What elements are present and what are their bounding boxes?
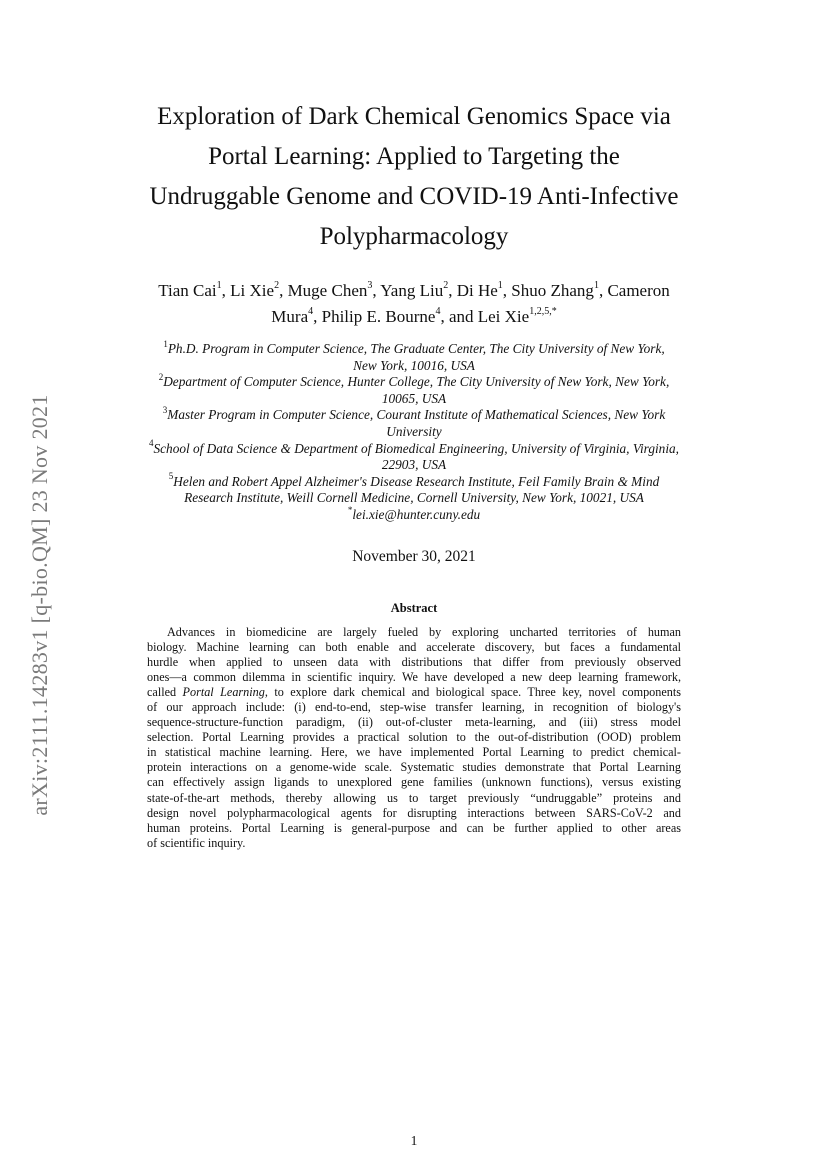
affiliation-line [100, 404, 728, 424]
abstract-line: biology. Machine learning can both enable and accelerate discovery, but faces a fundamental [147, 640, 681, 655]
abstract-line: state-of-the-art methods, thereby allowing us to target previously “undruggable” proteins and [147, 790, 681, 805]
abstract-line: of our approach include: (i) end-to-end, step-wise transfer learning, in recognition of biology's [147, 700, 681, 715]
author-affiliation-mark: 4 [435, 306, 441, 318]
affiliation-line [100, 438, 728, 458]
author-name: Shuo Zhang [511, 281, 594, 300]
abstract-emphasis: Portal Learning [182, 685, 265, 700]
affiliation-text: Helen and Robert Appel Alzheimer's Disease Research Institute, Feil Family Brain & Mind [173, 473, 660, 489]
affiliation-mark: 5 [168, 471, 174, 482]
author-name: Di He [456, 281, 498, 300]
author-separator: , [448, 281, 457, 300]
page-number: 1 [410, 1133, 418, 1148]
author-separator: , and [440, 307, 478, 326]
author-name: Philip E. Bourne [321, 307, 436, 326]
title-line: Portal Learning: Applied to Targeting the [208, 143, 620, 170]
affiliation-mark: 4 [149, 438, 154, 449]
affiliation-line [100, 471, 728, 491]
abstract-body [147, 625, 681, 851]
affiliation-line: Research Institute, Weill Cornell Medicine, Cornell University, New York, 10021, USA [184, 490, 644, 506]
affiliation-text: Department of Computer Science, Hunter College, The City University of New York, New York, [163, 374, 670, 390]
author-separator: , [372, 281, 381, 300]
author-line [90, 278, 738, 304]
abstract-line: in statistical machine learning. Here, we have implemented Portal Learning to predict chemical- [147, 745, 681, 760]
author-affiliation-mark: 1 [216, 280, 222, 292]
affiliation-line [100, 504, 728, 524]
abstract-line: of scientific inquiry. [147, 835, 246, 850]
affiliation-mark: 3 [162, 404, 168, 415]
abstract-line: Advances in biomedicine are largely fueled by exploring uncharted territories of human [167, 625, 681, 639]
author-affiliation-mark: 1 [593, 280, 599, 292]
author-affiliation-mark: 1,2,5,* [529, 306, 557, 318]
abstract-line: sequence-structure-function paradigm, (ii) out-of-cluster meta-learning, and (iii) stress model [147, 715, 681, 730]
author-separator: , [279, 281, 288, 300]
abstract-heading: Abstract [390, 601, 438, 615]
arxiv-identifier-stamp: arXiv:2111.14283v1 [q-bio.QM] 23 Nov 2021 [27, 394, 52, 816]
abstract-line: ones—a common dilemma in scientific inquiry. We have developed a new deep learning framework, [147, 670, 681, 685]
affiliation-mark: 2 [158, 371, 164, 382]
author-name: Mura [271, 307, 309, 326]
title-line: Undruggable Genome and COVID-19 Anti-Infective [149, 183, 679, 210]
affiliation-text: Ph.D. Program in Computer Science, The Graduate Center, The City University of New York, [167, 341, 665, 356]
affiliation-list [100, 338, 728, 524]
affiliation-line [100, 371, 728, 391]
affiliation-text: School of Data Science & Department of Biomedical Engineering, University of Virginia, Virginia, [153, 440, 679, 456]
author-separator: , [502, 281, 512, 300]
title-line: Polypharmacology [319, 223, 509, 250]
author-affiliation-mark: 1 [497, 280, 503, 292]
abstract-line: called Portal Learning, to explore dark chemical and biological space. Three key, novel components [147, 685, 681, 700]
author-name: Cameron [607, 281, 670, 300]
author-name: Tian Cai [158, 281, 217, 300]
author-line [90, 304, 738, 330]
publication-date: November 30, 2021 [352, 548, 476, 565]
affiliation-line: 22903, USA [381, 457, 447, 473]
affiliation-mark: 1 [163, 338, 168, 349]
affiliation-mark: * [347, 504, 353, 515]
abstract-line: can effectively assign ligands to unexplored gene families (unknown functions), versus existing [147, 775, 681, 790]
affiliation-line [100, 338, 728, 358]
abstract-line: human proteins. Portal Learning is general-purpose and can be further applied to other areas [147, 820, 681, 835]
author-affiliation-mark: 2 [443, 280, 449, 292]
author-affiliation-mark: 3 [367, 280, 373, 292]
abstract-line: hurdle when applied to unseen data with distributions that differ from previously observed [147, 655, 681, 670]
author-affiliation-mark: 4 [308, 306, 314, 318]
affiliation-text: Master Program in Computer Science, Courant Institute of Mathematical Sciences, New York [167, 407, 666, 423]
author-name: Yang Liu [380, 281, 444, 300]
author-list [90, 278, 738, 330]
affiliation-line: New York, 10016, USA [353, 357, 475, 373]
author-name: Lei Xie [477, 307, 530, 326]
author-name: Li Xie [230, 281, 275, 300]
paper-title [90, 97, 738, 257]
author-separator: , [221, 281, 231, 300]
affiliation-line: University [386, 423, 442, 439]
title-line: Exploration of Dark Chemical Genomics Space via [157, 103, 671, 130]
abstract-line: protein interactions on a genome-wide scale. Systematic studies demonstrate that Portal Learning [147, 760, 681, 775]
affiliation-line: 10065, USA [381, 390, 447, 406]
abstract-line: design novel polypharmacological agents for disrupting interactions between SARS-CoV-2 and [147, 805, 681, 820]
author-separator: , [313, 307, 322, 326]
corresponding-email[interactable]: lei.xie@hunter.cuny.edu [352, 506, 481, 522]
author-affiliation-mark: 2 [274, 280, 280, 292]
author-name: Muge Chen [287, 281, 368, 300]
author-separator: , [598, 281, 608, 300]
abstract-line: selection. Portal Learning provides a practical solution to the out-of-distribution (OOD) problem [147, 730, 681, 745]
